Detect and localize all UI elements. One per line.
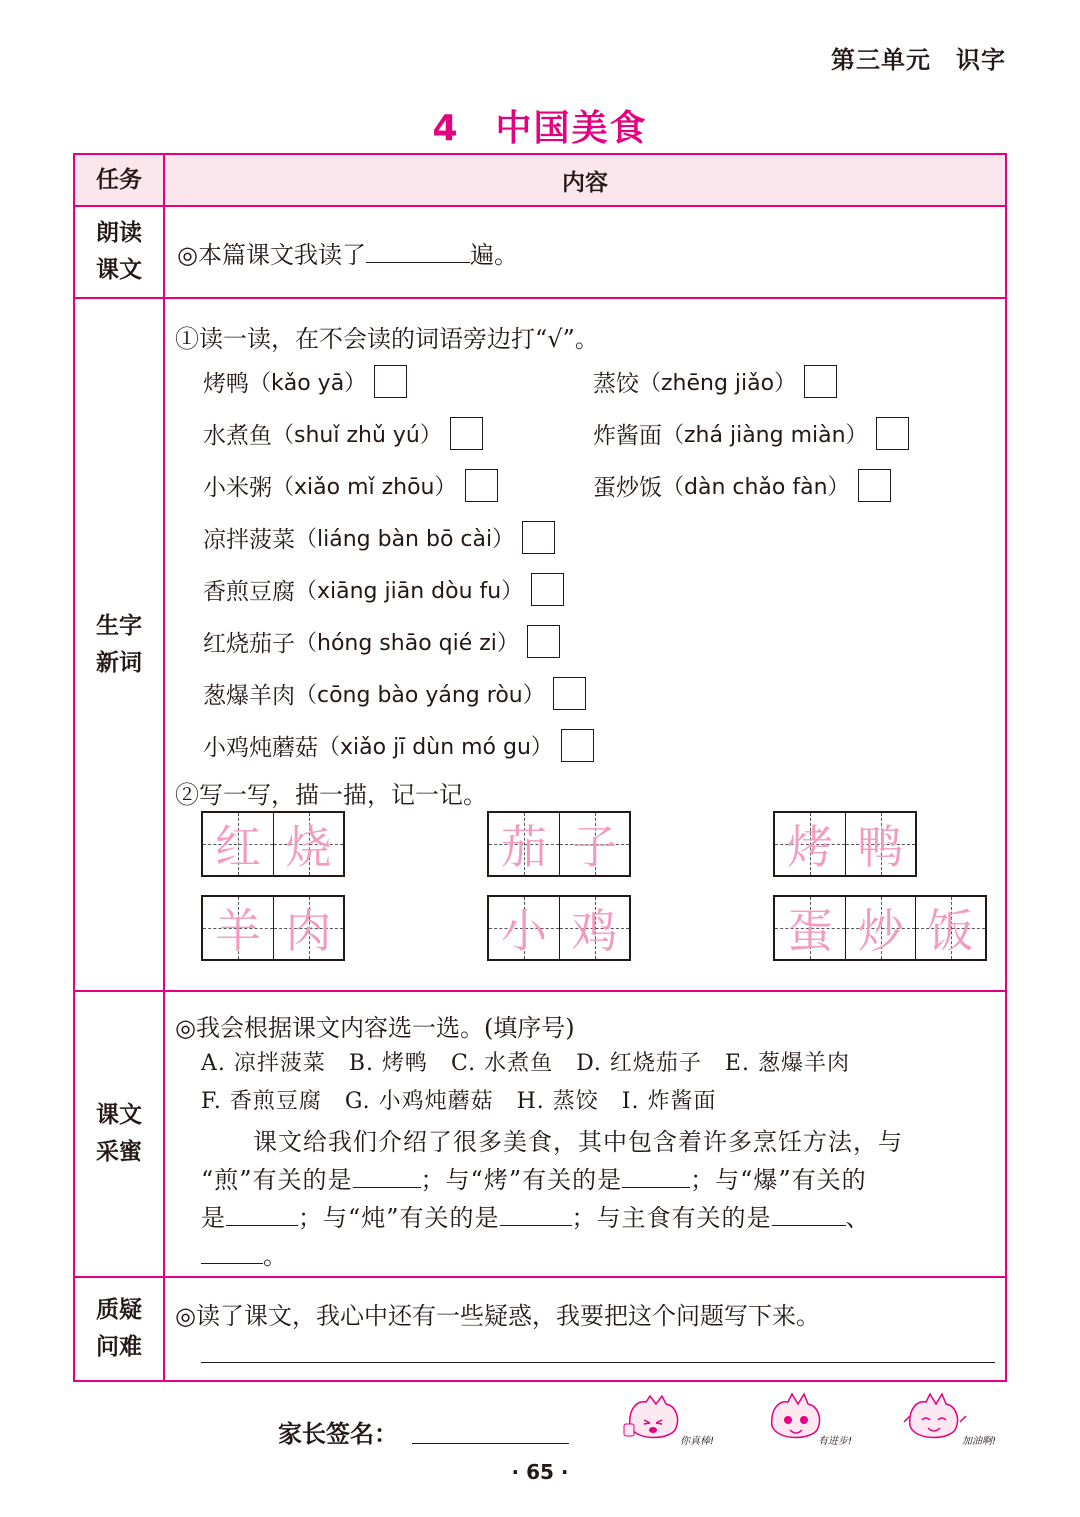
check-box[interactable] [531, 573, 564, 606]
word-hanzi: 凉拌菠菜 [203, 526, 295, 553]
section-read-aloud [74, 206, 1006, 298]
text-span: 是 [201, 1204, 226, 1232]
trace-char[interactable]: 鸭 [857, 820, 904, 874]
word-pinyin: （xiāng jiān dòu fu） [295, 578, 524, 604]
section-vocabulary [74, 298, 1006, 991]
task-label-line: 生字 [96, 612, 142, 639]
word-pair-row [203, 355, 993, 407]
options-line: F. 香煎豆腐 G. 小鸡炖蘑菇 H. 蒸饺 I. 炸酱面 [201, 1089, 717, 1114]
word-item [203, 365, 593, 398]
fill-blank[interactable] [226, 1205, 298, 1226]
trace-char[interactable]: 子 [571, 820, 618, 874]
paragraph-line: 课文给我们介绍了很多美食，其中包含着许多烹饪方法，与 [253, 1128, 903, 1156]
word-pinyin: （xiǎo jī dùn mó gu） [318, 734, 553, 760]
cat-sticker [620, 1392, 715, 1447]
trace-char[interactable]: 肉 [285, 904, 332, 958]
tracing-grid [773, 811, 917, 877]
table-header-row [74, 154, 1006, 206]
unit-label: 第三单元 识字 [831, 46, 1006, 74]
section-questions [74, 1277, 1006, 1381]
word-row [203, 719, 993, 771]
word-hanzi: 红烧茄子 [203, 630, 295, 657]
word-hanzi: 蛋炒饭 [593, 474, 662, 501]
task-label-line: 朗读 [96, 220, 142, 246]
word-row [203, 511, 993, 563]
word-pinyin: （dàn chǎo fàn） [662, 474, 850, 500]
trace-char[interactable]: 烤 [787, 820, 833, 874]
trace-char[interactable]: 蛋 [787, 904, 833, 958]
check-box[interactable] [553, 677, 586, 710]
text-span: ；与主食有关的是 [571, 1204, 772, 1232]
read-count-blank[interactable] [366, 242, 470, 263]
fill-blank[interactable] [772, 1205, 846, 1226]
word-hanzi: 炸酱面 [593, 422, 662, 449]
task-label-line: 课文 [96, 1102, 142, 1128]
word-hanzi: 小米粥 [203, 474, 272, 501]
check-box[interactable] [804, 365, 837, 398]
lesson-name: 中国美食 [495, 108, 648, 149]
text-span: ；与“炖”有关的是 [298, 1204, 500, 1232]
word-pinyin: （zhēng jiǎo） [639, 370, 797, 396]
check-box[interactable] [450, 417, 483, 450]
task-cell [74, 206, 164, 298]
reading-prompt: ◎我会根据课文内容选一选。(填序号) [175, 1014, 575, 1042]
paragraph-line [201, 1198, 871, 1233]
check-box[interactable] [522, 521, 555, 554]
lesson-title [0, 100, 1080, 151]
check-box[interactable] [561, 729, 594, 762]
fill-blank[interactable] [201, 1243, 263, 1264]
fill-blank[interactable] [353, 1167, 421, 1188]
lesson-number: 4 [432, 108, 460, 149]
content-cell [164, 298, 1006, 991]
check-box[interactable] [527, 625, 560, 658]
content-cell [164, 1277, 1006, 1381]
word-item [593, 417, 909, 450]
trace-char[interactable]: 鸡 [571, 904, 618, 958]
tracing-grid [773, 895, 987, 961]
paragraph-line [201, 1236, 287, 1271]
word-hanzi: 烤鸭 [203, 370, 249, 397]
word-item [203, 417, 593, 450]
word-item [593, 469, 891, 502]
col-task-header: 任务 [74, 154, 164, 206]
task-label-line: 课文 [96, 257, 142, 283]
cat-sticker [900, 1392, 997, 1447]
trace-char[interactable]: 烧 [285, 820, 332, 874]
parent-signature-label: 家长签名： [278, 1420, 398, 1448]
trace-char[interactable]: 小 [501, 904, 547, 958]
word-pinyin: （cōng bào yáng ròu） [295, 682, 545, 708]
sticker-caption: 有进步! [818, 1436, 853, 1447]
word-pinyin: （zhá jiàng miàn） [662, 422, 868, 448]
read-count-prompt: ◎本篇课文我读了 [177, 240, 366, 269]
col-content-header: 内容 [164, 154, 1006, 206]
word-pinyin: （kǎo yā） [249, 370, 367, 396]
text-span: 、 [845, 1204, 871, 1232]
text-span: ；与“烤”有关的是 [420, 1166, 623, 1194]
trace-char[interactable]: 饭 [927, 904, 974, 958]
word-pinyin: （hóng shāo qié zi） [295, 630, 519, 656]
text-span: “煎”有关的是 [201, 1166, 353, 1194]
task-label-line: 新词 [96, 649, 142, 676]
task-table [73, 153, 1007, 1382]
fill-blank[interactable] [500, 1205, 572, 1226]
word-row [203, 615, 993, 667]
word-item [593, 365, 837, 398]
tracing-grid [487, 811, 631, 877]
word-hanzi: 水煮鱼 [203, 422, 272, 449]
sticker-caption: 你真棒! [680, 1436, 715, 1447]
task-cell [74, 298, 164, 991]
trace-char[interactable]: 炒 [857, 904, 904, 958]
task-label-line: 质疑 [96, 1297, 142, 1323]
question-prompt: ◎读了课文，我心中还有一些疑惑，我要把这个问题写下来。 [175, 1302, 820, 1330]
cat-icon [900, 1392, 970, 1446]
word-hanzi: 香煎豆腐 [203, 578, 295, 605]
answer-line[interactable] [201, 1362, 995, 1363]
check-box[interactable] [858, 469, 891, 502]
check-box[interactable] [374, 365, 407, 398]
task-cell [74, 1277, 164, 1381]
tracing-grid [201, 895, 345, 961]
task-label-line: 采蜜 [96, 1139, 142, 1165]
word-item [203, 469, 593, 502]
tracing-grid [487, 895, 631, 961]
word-pinyin: （xiǎo mǐ zhōu） [272, 474, 457, 500]
task-label-line: 问难 [96, 1334, 142, 1360]
section-reading [74, 991, 1006, 1277]
trace-char[interactable]: 茄 [501, 820, 547, 874]
content-cell [164, 991, 1006, 1277]
trace-char[interactable]: 羊 [215, 904, 261, 958]
word-hanzi: 葱爆羊肉 [203, 682, 295, 709]
read-count-suffix: 遍。 [469, 240, 518, 269]
check-box[interactable] [465, 469, 498, 502]
text-span: 。 [263, 1242, 287, 1270]
word-pinyin: （liáng bàn bō cài） [295, 526, 515, 552]
word-pinyin: （shuǐ zhǔ yú） [272, 422, 442, 448]
fill-blank[interactable] [622, 1167, 690, 1188]
q2-instruction: ②写一写，描一描，记一记。 [175, 781, 487, 809]
word-pair-row [203, 407, 993, 459]
word-pair-row [203, 459, 993, 511]
word-hanzi: 小鸡炖蘑菇 [203, 734, 318, 761]
page-number: · 65 · [511, 1460, 569, 1484]
word-row [203, 667, 993, 719]
sticker-caption: 加油啊! [962, 1436, 997, 1447]
content-cell [164, 206, 1006, 298]
paragraph-line [201, 1160, 867, 1195]
text-span: ；与“爆”有关的 [690, 1166, 867, 1194]
check-box[interactable] [876, 417, 909, 450]
parent-signature-line[interactable] [412, 1443, 569, 1444]
task-cell [74, 991, 164, 1277]
options-line: A. 凉拌菠菜 B. 烤鸭 C. 水煮鱼 D. 红烧茄子 E. 葱爆羊肉 [201, 1051, 850, 1076]
q1-instruction: ①读一读，在不会读的词语旁边打“√”。 [175, 325, 599, 353]
tracing-grid [201, 811, 345, 877]
word-hanzi: 蒸饺 [593, 370, 639, 397]
cat-sticker [762, 1392, 853, 1447]
word-row [203, 563, 993, 615]
trace-char[interactable]: 红 [215, 820, 261, 874]
